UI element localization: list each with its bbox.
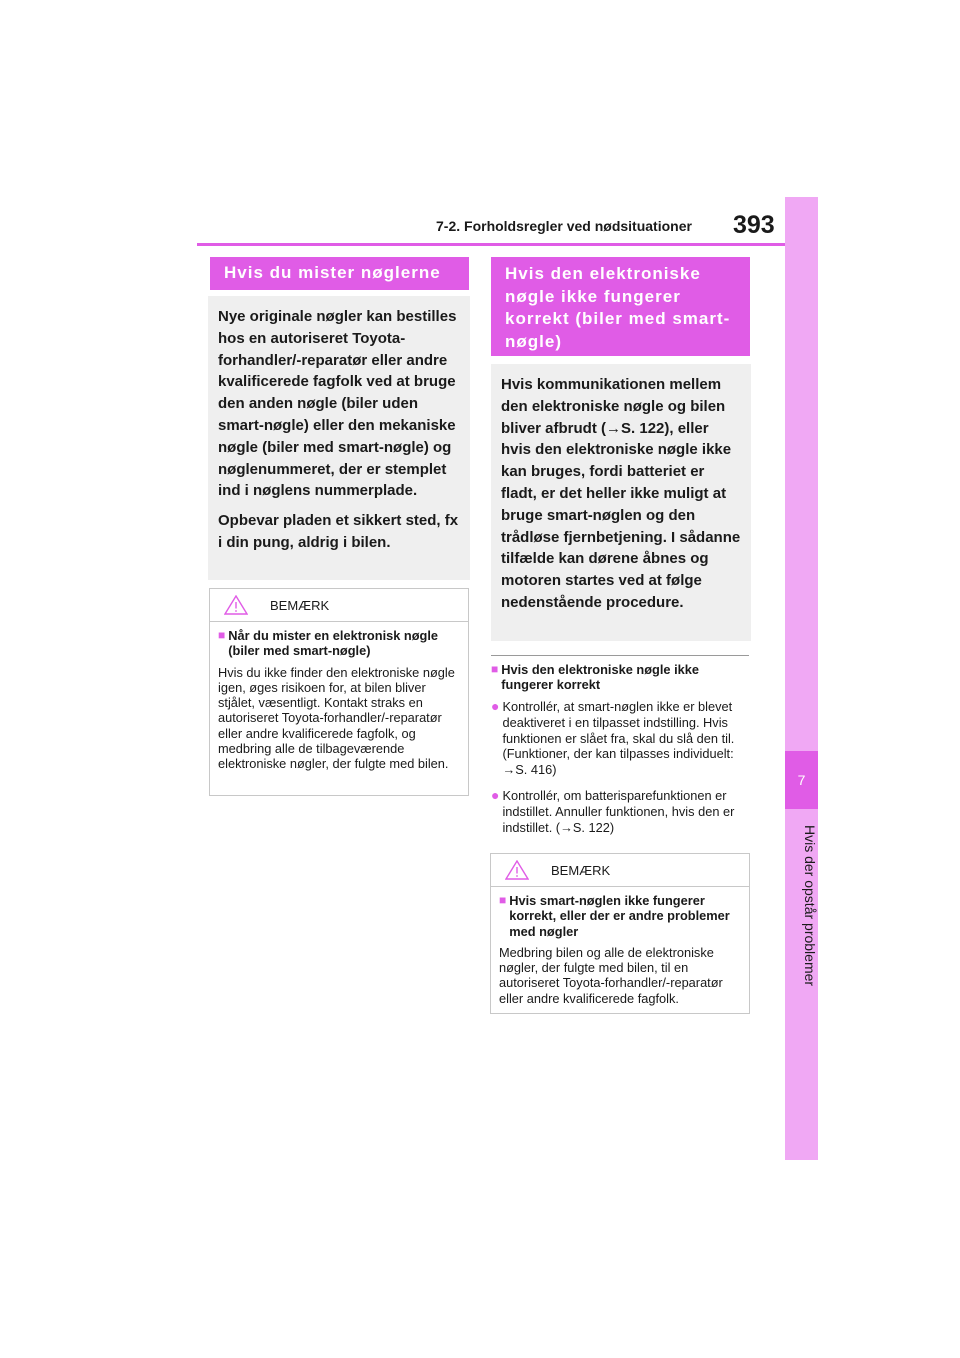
warning-triangle-icon	[224, 595, 248, 615]
square-bullet-icon: ■	[218, 628, 226, 642]
round-bullet-icon: ●	[491, 698, 500, 714]
right-note-body	[491, 887, 749, 1014]
left-note-box	[209, 588, 469, 796]
left-note-subheading-text: Når du mister en elektronisk nøgle (biler med smart-nøgle)	[228, 628, 439, 659]
right-note-subheading	[499, 893, 741, 939]
list-item	[491, 788, 751, 835]
right-heading-text: Hvis den elektroniske nøgle ikke fungerer korrekt (biler med smart-nøgle)	[505, 264, 731, 351]
right-note-label: BEMÆRK	[551, 862, 611, 878]
square-bullet-icon: ■	[491, 662, 499, 676]
header-rule	[197, 243, 785, 246]
left-section-heading	[210, 257, 469, 290]
right-info-box	[491, 364, 751, 641]
warning-triangle-icon	[505, 860, 529, 880]
left-note-label: BEMÆRK	[270, 597, 330, 613]
chapter-number: 7	[797, 772, 806, 788]
left-paragraph-1: Nye originale nøgler kan bestilles hos en autoriseret Toyota-forhandler/-reparatør eller andre kvalificerede fagfolk ved at bruge den anden nøgle (biler uden smart-nøgle) eller den mekaniske nøgle (biler med smart-nøgle) og nøglenummeret, der er stemplet ind i nøglens nummerplade.	[218, 308, 457, 500]
page-number: 393	[733, 211, 775, 239]
left-note-text: Hvis du ikke finder den elektroniske nøgle igen, øges risikoen for, at bilen bliver stjålet, væsentligt. Kontakt straks en autoriseret Toyota-forhandler/-reparatør eller andre kvalificerede fagfolk, og medbring alle de tilbageværende elektroniske nøgler, der fulgte med bilen.	[218, 664, 455, 772]
bullet-text-2: Kontrollér, om batterisparefunktionen er indstillet. Annuller funktionen, hvis den er indstillet. (→S. 122)	[502, 788, 735, 835]
left-paragraph-2: Opbevar pladen et sikkert sted, fx i din pung, aldrig i bilen.	[218, 512, 459, 551]
right-note-text: Medbring bilen og alle de elektroniske nøgler, der fulgte med bilen, til en autoriseret Toyota-forhandler/-reparatør eller andre kvalificerede fagfolk.	[499, 944, 723, 1006]
right-section-heading	[491, 257, 750, 356]
side-tab-upper	[785, 197, 818, 751]
left-note-header	[210, 589, 468, 622]
left-heading-text: Hvis du mister nøglerne	[224, 263, 441, 282]
list-item	[491, 699, 751, 778]
chapter-number-tab	[785, 751, 818, 809]
right-subheading	[491, 662, 749, 693]
right-subheading-text: Hvis den elektroniske nøgle ikke fungerer korrekt	[501, 662, 699, 693]
left-note-subheading	[218, 628, 460, 659]
round-bullet-icon: ●	[491, 787, 500, 803]
square-bullet-icon: ■	[499, 893, 507, 907]
right-intro-text: Hvis kommunikationen mellem den elektroniske nøgle og bilen bliver afbrudt (→S. 122), eller hvis den elektroniske nøgle ikke kan bruges, fordi batteriet er fladt, er det heller ikke muligt at bruge smart-nøglen og den trådløse fjernbetjening. I sådanne tilfælde kan dørene åbnes og motoren startes ved at følge nedenstående procedure.	[501, 376, 741, 611]
chapter-label-text: Hvis der opstår problemer	[802, 825, 818, 987]
left-info-box	[208, 296, 470, 580]
chapter-label	[785, 816, 818, 996]
section-title: 7-2. Forholdsregler ved nødsituationer	[436, 218, 692, 234]
right-note-subheading-text: Hvis smart-nøglen ikke fungerer korrekt, eller der er andre problemer med nøgler	[509, 893, 730, 939]
left-note-body	[210, 622, 468, 780]
subsection-rule	[491, 655, 749, 656]
right-note-header	[491, 854, 749, 887]
right-note-box	[490, 853, 750, 1014]
bullet-text-1: Kontrollér, at smart-nøglen ikke er blevet deaktiveret i en tilpasset indstilling. Hvis funktionen er slået fra, skal du slå den til. (Funktioner, der kan tilpasses individuelt: →S. 416)	[502, 699, 735, 778]
